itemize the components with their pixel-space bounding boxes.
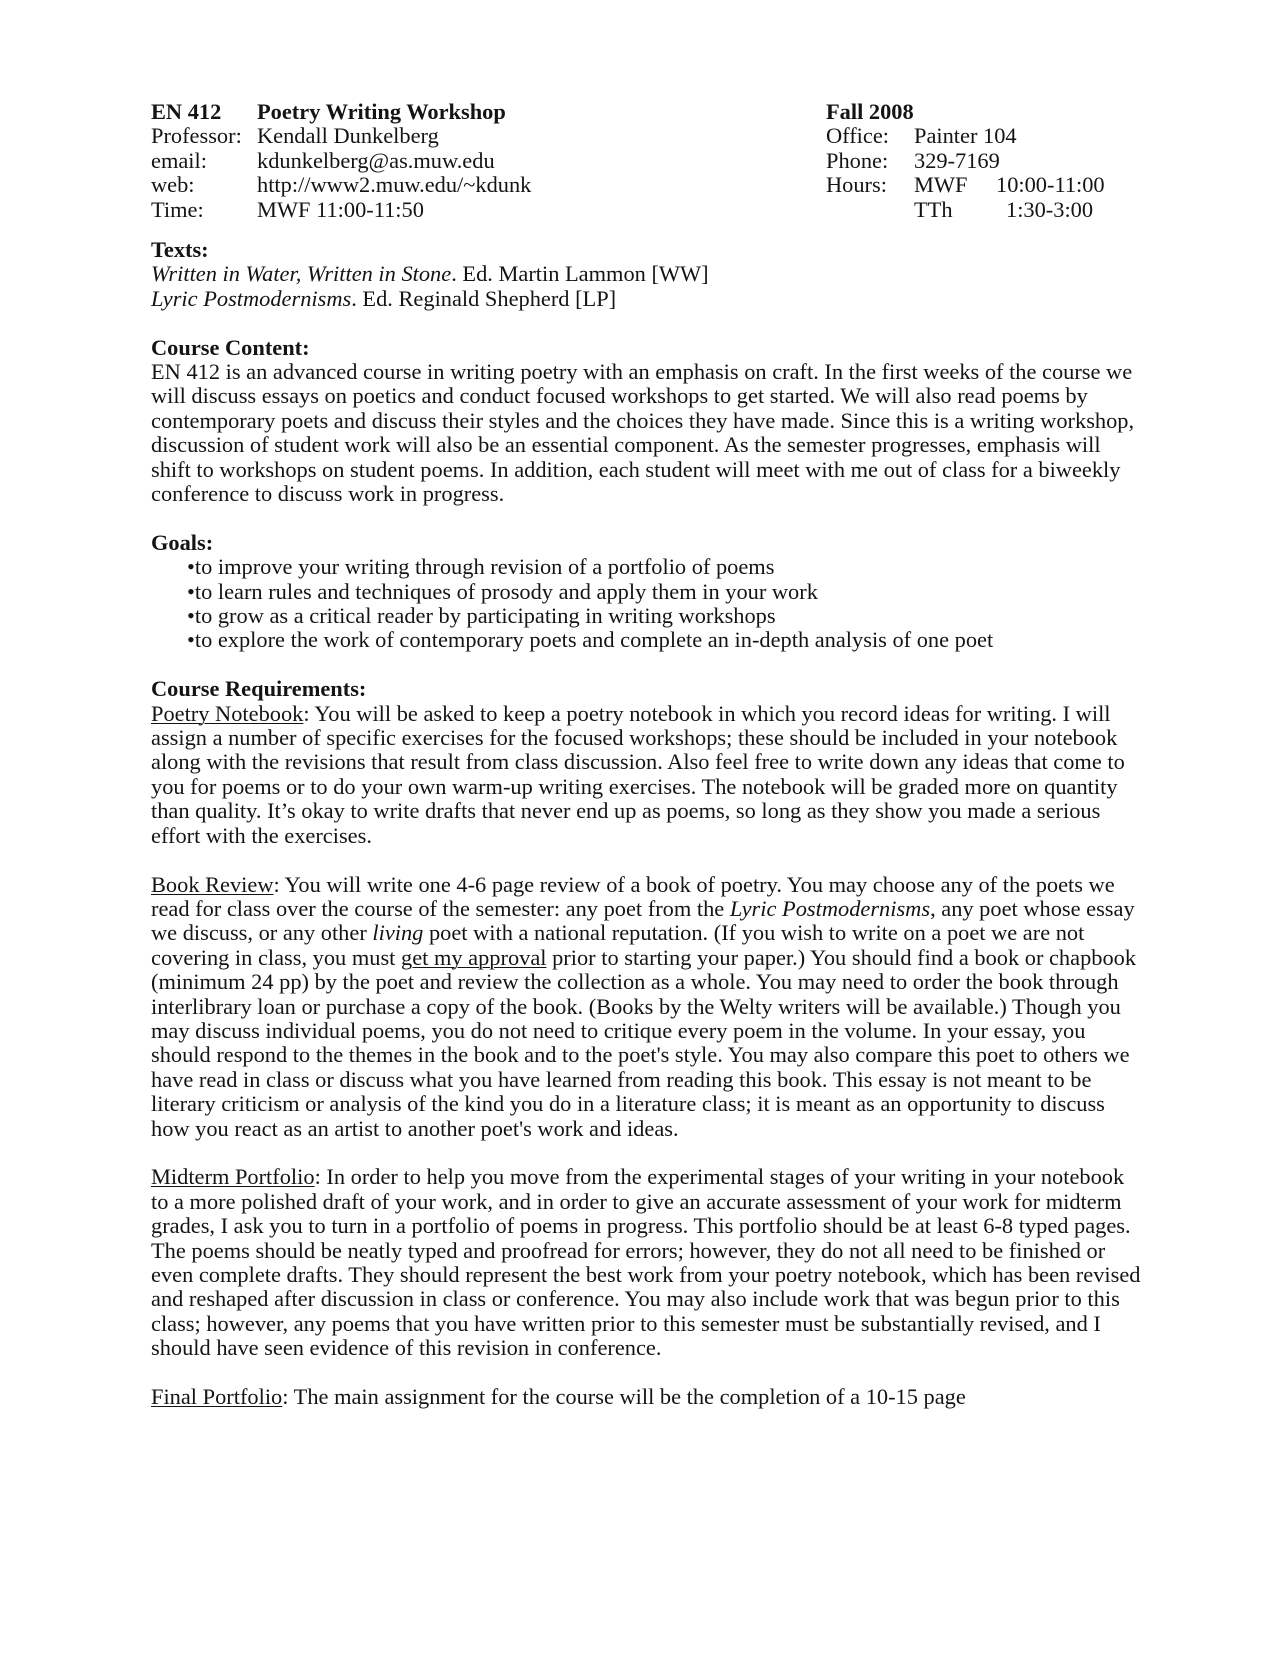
professor-row — [151, 124, 531, 148]
text-item-2 — [151, 287, 1141, 311]
hours-row-2 — [826, 198, 1105, 222]
final-portfolio-requirement — [151, 1385, 1141, 1409]
book-review-body-1: : You will write one 4-6 page review of a book of poetry. You may choose any of the poets we read for class over the course of the semester: any poet from the — [151, 871, 1115, 921]
phone-row — [826, 149, 1105, 173]
book-details-2: . Ed. Reginald Shepherd [LP] — [351, 285, 617, 311]
hours-label-spacer — [826, 198, 914, 222]
web-link[interactable]: http://www2.muw.edu/~kdunk — [257, 172, 532, 198]
course-content-body: EN 412 is an advanced course in writing poetry with an emphasis on craft. In the first weeks of the course we will discuss essays on poetics and conduct focused workshops to get started. We will also read poems by contemporary poets and discuss their styles and the choices they have made. Since this is a writing workshop, discussion of student work will also be an essential component. As the semester progresses, emphasis will shift to workshops on student poems. In addition, each student will meet with me out of class for a biweekly conference to discuss work in progress. — [151, 359, 1135, 507]
book-review-approval: get my approval — [401, 944, 547, 970]
book-review-body-4: prior to starting your paper.) You should find a book or chapbook (minimum 24 pp) by the poet and review the collection as a whole. You may need to order the book through interlibrary loan or purchase a copy of the book. (Books by the Welty writers will be available.) Though you may discuss individual poems, you do not need to critique every poem in the volume. In your essay, you should respond to the themes in the book and to the poet's style. You may also compare this poet to others we have read in class or discuss what you have learned from reading this book. This essay is not meant to be literary criticism or analysis of the kind you do in a literature class; it is meant as an opportunity to discuss how you react as an artist to another poet's work and ideas. — [151, 944, 1137, 1141]
class-time: MWF 11:00-11:50 — [257, 196, 424, 222]
course-title-row — [151, 100, 531, 124]
term-row — [826, 100, 1105, 124]
hours-time-2: 1:30-3:00 — [1006, 196, 1094, 222]
office-row — [826, 124, 1105, 148]
book-review-body-2: , any poet whose essay we discuss, or any other — [151, 895, 1135, 946]
poetry-notebook-body: : You will be asked to keep a poetry notebook in which you record ideas for writing. I will assign a number of specific exercises for the focused workshops; these should be included in your notebook along with the revisions that result from class discussion. Also feel free to write down any ideas that come to you for poems or to do your own warm-up writing exercises. The notebook will be graded more on quantity than quality. It’s okay to write drafts that never end up as poems, so long as they show you made a serious effort with the exercises. — [151, 700, 1125, 848]
professor-label: Professor: — [151, 123, 242, 149]
goals-list — [151, 555, 1141, 653]
midterm-portfolio-requirement — [151, 1165, 1141, 1360]
goals-section — [151, 531, 1141, 653]
instructor-info — [826, 100, 1105, 222]
goal-item: • to improve your writing through revision of a portfolio of poems — [187, 555, 1141, 579]
text-item-1 — [151, 262, 1141, 286]
hours-days-1: MWF — [914, 172, 968, 198]
email-address[interactable]: kdunkelberg@as.muw.edu — [257, 147, 495, 173]
poetry-notebook-label: Poetry Notebook — [151, 700, 304, 726]
book-title-2: Lyric Postmodernisms — [151, 285, 352, 311]
poetry-notebook-requirement — [151, 702, 1141, 848]
book-review-label: Book Review — [151, 871, 274, 897]
book-review-italic-1: Lyric Postmodernisms — [729, 895, 931, 921]
book-review-body-3: poet with a national reputation. (If you wish to write on a poet we are not covering in class, you must — [151, 920, 1085, 970]
texts-heading: Texts: — [151, 237, 209, 262]
book-title-1: Written in Water, Written in Stone — [151, 261, 452, 287]
time-row — [151, 198, 531, 222]
hours-days-2: TTh — [914, 196, 953, 222]
email-label: email: — [151, 147, 207, 173]
book-review-italic-2: living — [372, 920, 424, 946]
course-code: EN 412 — [151, 99, 222, 124]
goal-item: • to grow as a critical reader by participating in writing workshops — [187, 604, 1141, 628]
goal-item: • to explore the work of contemporary poets and complete an in-depth analysis of one poet — [187, 628, 1141, 652]
office-label: Office: — [826, 123, 889, 149]
hours-row-1 — [826, 173, 1105, 197]
book-details-1: . Ed. Martin Lammon [WW] — [451, 261, 709, 287]
texts-section — [151, 238, 1141, 311]
phone-number: 329-7169 — [914, 147, 1000, 173]
book-review-requirement — [151, 873, 1141, 1141]
email-row — [151, 149, 531, 173]
course-content-heading: Course Content: — [151, 334, 310, 360]
course-title: Poetry Writing Workshop — [257, 99, 506, 124]
midterm-portfolio-body: : In order to help you move from the experimental stages of your writing in your notebook to a more polished draft of your work, and in order to give an accurate assessment of your work for midterm grades, I ask you to turn in a portfolio of poems in progress. This portfolio should be at least 6-8 typed pages. The poems should be neatly typed and proofread for errors; however, they do not all need to be finished or even complete drafts. They should represent the best work from your poetry notebook, which has been revised and reshaped after discussion in class or conference. You may also include work that was begun prior to this class; however, any poems that you have written prior to this semester must be substantially revised, and I should have seen evidence of this revision in conference. — [151, 1164, 1141, 1361]
goals-heading: Goals: — [151, 529, 214, 555]
web-row — [151, 173, 531, 197]
time-label: Time: — [151, 196, 204, 222]
requirements-section — [151, 677, 1141, 1409]
hours-time-1: 10:00-11:00 — [996, 172, 1105, 198]
web-label: web: — [151, 172, 195, 198]
term: Fall 2008 — [826, 99, 914, 124]
final-portfolio-label: Final Portfolio — [151, 1384, 283, 1409]
midterm-portfolio-label: Midterm Portfolio — [151, 1164, 315, 1190]
course-info — [151, 100, 531, 222]
final-portfolio-body: : The main assignment for the course will be the completion of a 10-15 page — [282, 1384, 966, 1409]
syllabus-header — [151, 100, 1141, 230]
goal-item: • to learn rules and techniques of prosody and apply them in your work — [187, 580, 1141, 604]
course-content-section — [151, 336, 1141, 507]
professor-name: Kendall Dunkelberg — [257, 123, 439, 149]
requirements-heading: Course Requirements: — [151, 676, 367, 702]
hours-label: Hours: — [826, 172, 887, 198]
phone-label: Phone: — [826, 147, 889, 173]
syllabus-page — [151, 100, 1141, 1409]
office-location: Painter 104 — [914, 123, 1017, 149]
